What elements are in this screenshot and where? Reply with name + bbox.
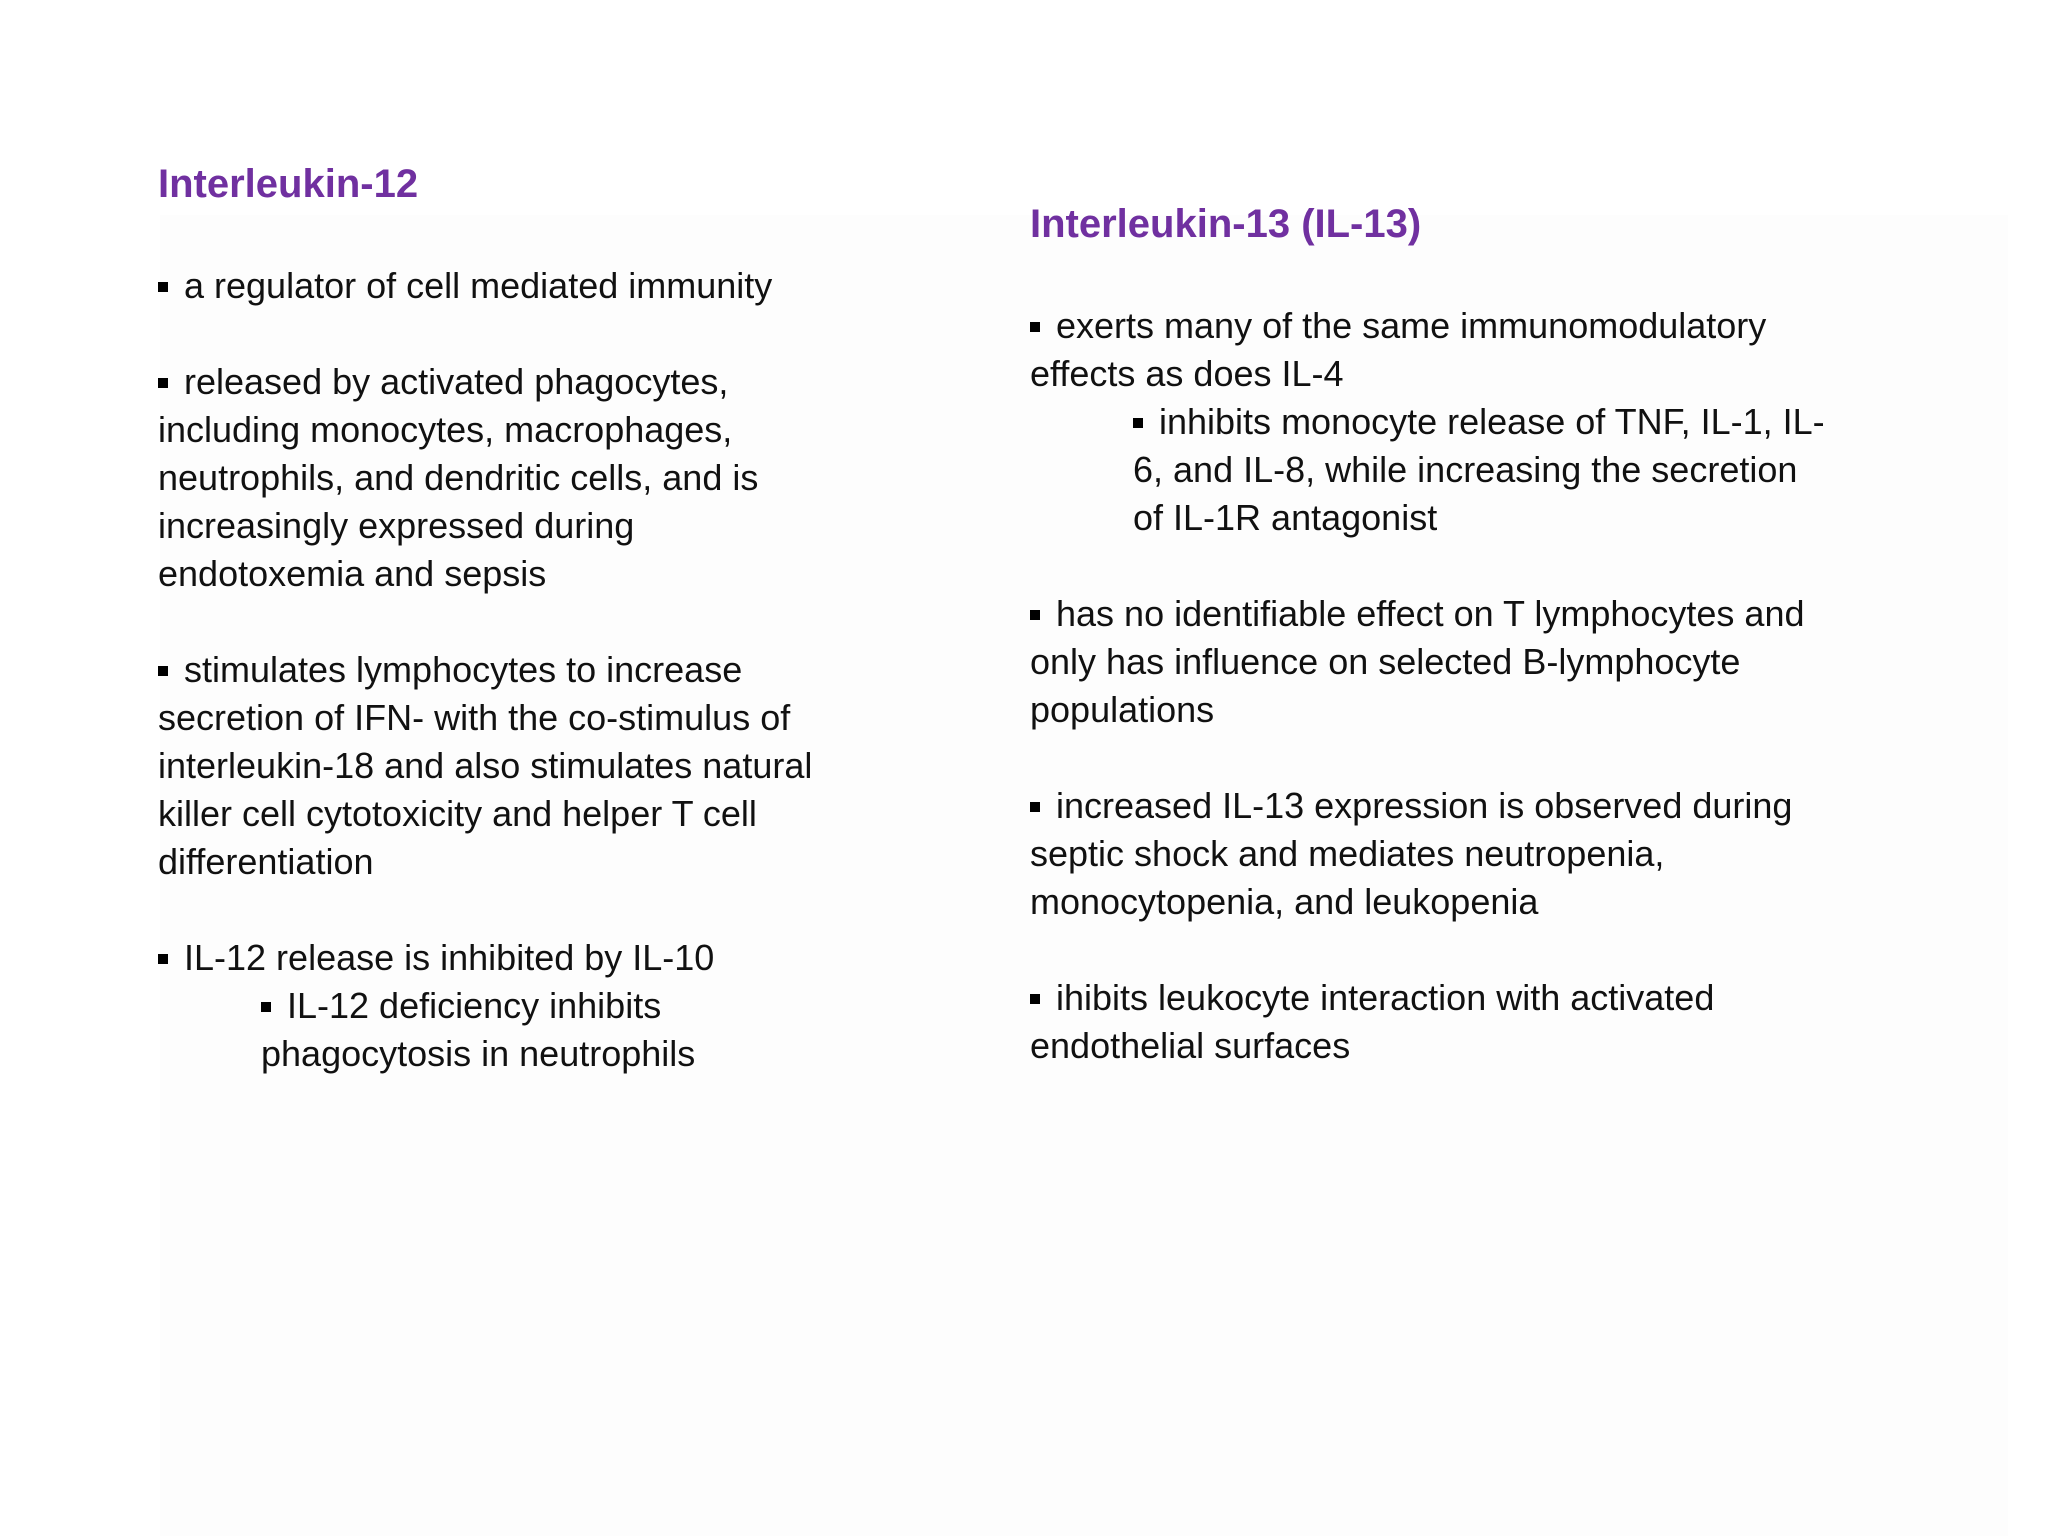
bullet-text: increased IL-13 expression is observed during septic shock and mediates neutropenia, monocytopenia, and leukopenia [1030,785,1793,922]
interleukin-13-list [1030,302,1860,1118]
square-bullet-icon [158,378,168,388]
square-bullet-icon [158,954,168,964]
interleukin-13-heading: Interleukin-13 (IL-13) [1030,202,1422,246]
bullet-text: a regulator of cell mediated immunity [184,265,773,306]
interleukin-12-heading: Interleukin-12 [158,162,419,206]
list-item [158,358,808,598]
list-item [158,646,858,886]
list-item [158,934,848,982]
bullet-text: stimulates lymphocytes to increase secretion of IFN- with the co-stimulus of interleukin-18 and also stimulates natural killer cell cytotoxicity and helper T cell differentiation [158,649,813,882]
bullet-text: ihibits leukocyte interaction with activated endothelial surfaces [1030,977,1715,1066]
bullet-text: released by activated phagocytes, including monocytes, macrophages, neutrophils, and dendritic cells, and is increasingly expressed during endotoxemia and sepsis [158,361,759,594]
list-item [1030,782,1820,926]
sub-list-item [1133,398,1833,542]
list-item [158,262,848,310]
square-bullet-icon [1030,994,1040,1004]
square-bullet-icon [158,282,168,292]
list-item [1030,974,1790,1070]
bullet-text: IL-12 release is inhibited by IL-10 [184,937,715,978]
square-bullet-icon [261,1002,271,1012]
list-item [1030,590,1845,734]
square-bullet-icon [1030,610,1040,620]
sub-bullet-text: IL-12 deficiency inhibits phagocytosis in neutrophils [261,985,696,1074]
square-bullet-icon [1133,418,1143,428]
sub-bullet-text: inhibits monocyte release of TNF, IL-1, IL-6, and IL-8, while increasing the secretion of IL-1R antagonist [1133,401,1825,538]
square-bullet-icon [1030,802,1040,812]
interleukin-12-list [158,262,858,1126]
list-item [1030,302,1820,398]
square-bullet-icon [1030,322,1040,332]
bullet-text: exerts many of the same immunomodulatory effects as does IL-4 [1030,305,1767,394]
bullet-text: has no identifiable effect on T lymphocytes and only has influence on selected B-lymphocyte populations [1030,593,1805,730]
sub-list-item [261,982,731,1078]
square-bullet-icon [158,666,168,676]
